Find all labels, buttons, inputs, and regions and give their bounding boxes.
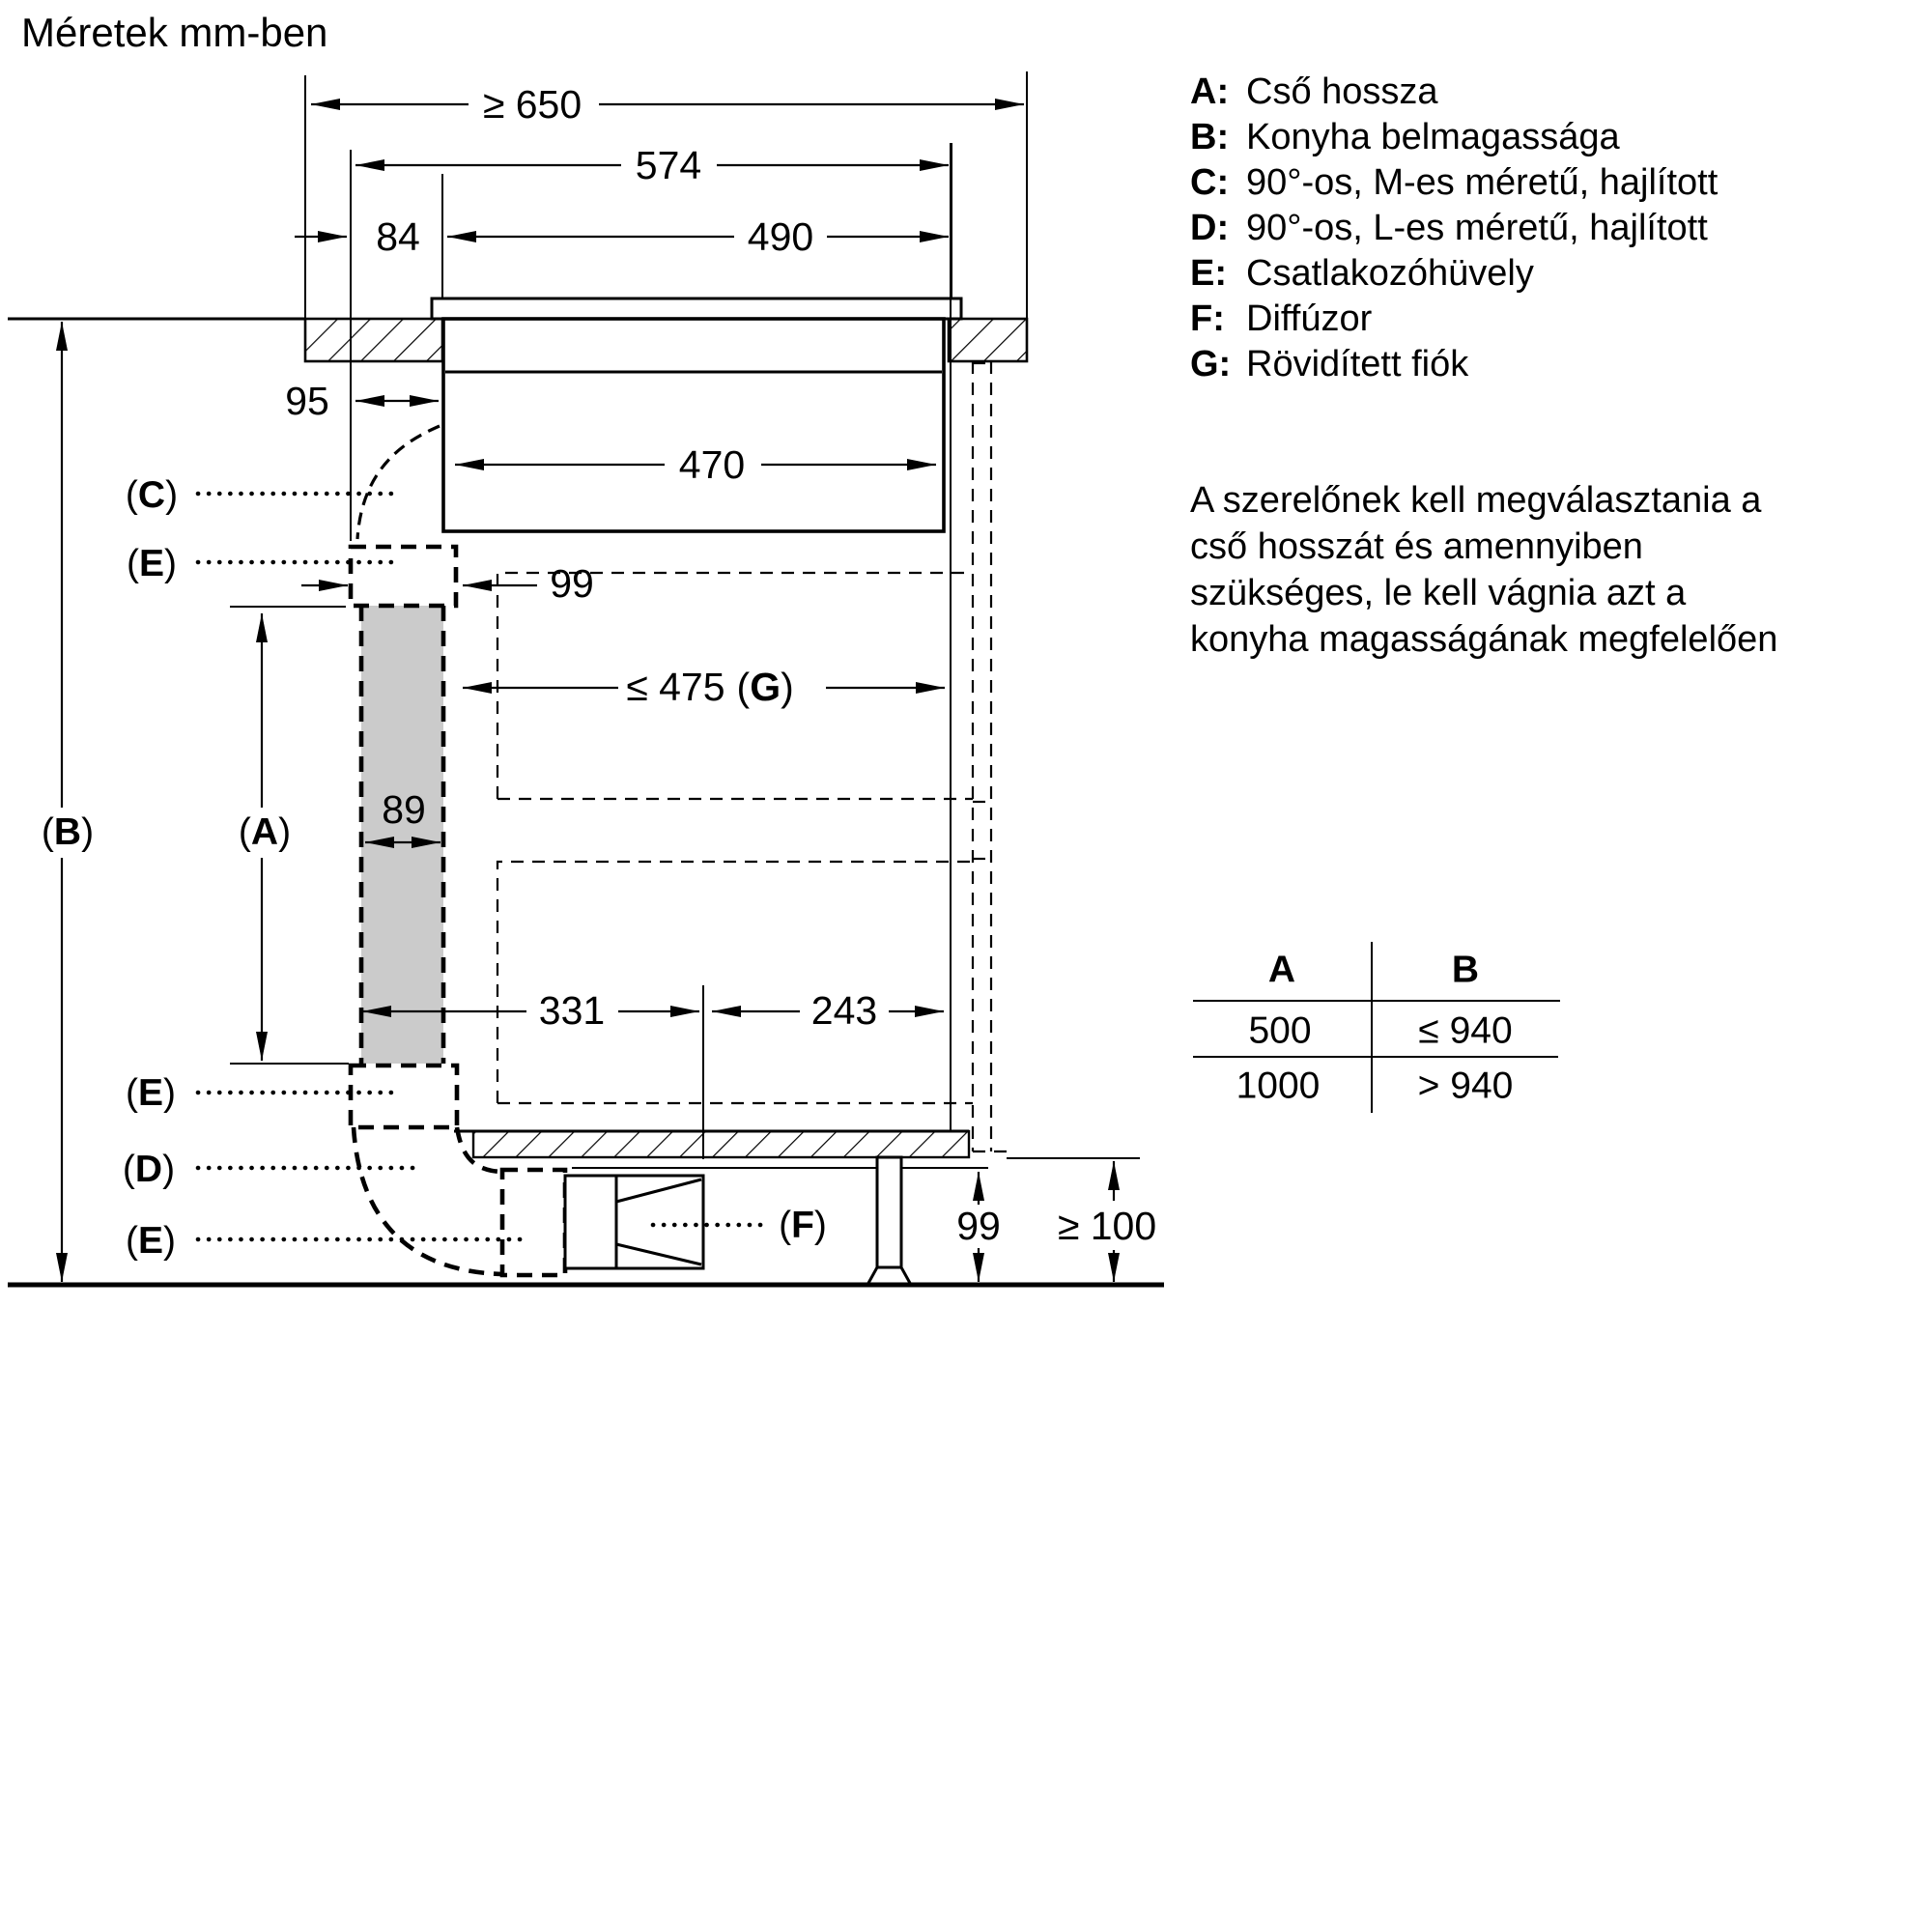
label-b: (B) — [41, 810, 95, 853]
dim-99-bottom — [956, 1172, 1001, 1282]
diffuser — [565, 1176, 703, 1268]
label-e-middle: (E) — [125, 1071, 177, 1114]
table-cell-b2: > 940 — [1417, 1065, 1514, 1107]
legend-item-c: C: 90°-os, M-es méretű, hajlított — [1190, 162, 1719, 203]
dim-100-text: ≥ 100 — [1057, 1204, 1157, 1248]
dim-95-text: 95 — [285, 379, 329, 423]
dim-574 — [355, 143, 949, 187]
dim-min-100 — [1058, 1161, 1156, 1282]
dim-min-width-650 — [311, 82, 1024, 127]
legend-item-g: G: Rövidített fiók — [1190, 344, 1469, 384]
worktop-right-section — [949, 319, 1027, 361]
label-c: (C) — [125, 473, 179, 516]
diagram-title: Méretek mm-ben — [21, 10, 328, 55]
legend-item-b: B: Konyha belmagassága — [1190, 117, 1620, 157]
dim-470-text: 470 — [678, 442, 746, 487]
dim-99-sleeve-text: 99 — [550, 561, 594, 606]
duct-fill — [361, 606, 443, 1064]
dim-574-text: 574 — [635, 143, 702, 187]
dim-A-duct-length — [239, 613, 291, 1061]
hob-body — [443, 319, 944, 531]
dim-89-text: 89 — [382, 787, 426, 832]
sleeve-bottom — [351, 1065, 457, 1127]
dim-331-text: 331 — [538, 988, 606, 1033]
vertical-duct — [361, 606, 443, 1064]
sleeve-horizontal — [502, 1170, 565, 1275]
dim-B-height — [42, 322, 94, 1282]
dim-84-text: 84 — [376, 214, 420, 259]
cabinet-bottom-panel — [454, 1131, 988, 1168]
table-header-a: A — [1267, 949, 1296, 991]
bend-c-m-size — [357, 426, 440, 539]
label-a: (A) — [238, 810, 292, 853]
dim-99-bottom-text: 99 — [956, 1204, 1001, 1248]
table-cell-a1: 500 — [1248, 1009, 1312, 1052]
legend-item-d: D: 90°-os, L-es méretű, hajlított — [1190, 208, 1708, 248]
installer-note — [1190, 480, 1777, 660]
table-header-b: B — [1451, 949, 1480, 991]
legend-item-f: F: Diffúzor — [1190, 298, 1373, 339]
worktop-left-section — [305, 319, 442, 361]
dim-95 — [285, 379, 439, 423]
dim-243 — [712, 988, 944, 1033]
dim-490-text: 490 — [747, 214, 814, 259]
dim-490 — [447, 214, 949, 259]
note-line-3: szükséges, le kell vágnia azt a — [1190, 573, 1687, 613]
dim-243-text: 243 — [810, 988, 878, 1033]
dim-650-text: ≥ 650 — [482, 82, 582, 127]
table-cell-a2: 1000 — [1236, 1065, 1321, 1107]
hob-unit — [432, 298, 961, 531]
table-cell-b1: ≤ 940 — [1418, 1009, 1513, 1052]
note-line-2: cső hosszát és amennyiben — [1190, 526, 1643, 567]
dim-475-text: ≤ 475 (G) — [626, 665, 794, 709]
dim-475-drawer — [463, 665, 945, 709]
legend-item-a: A: Cső hossza — [1190, 71, 1438, 112]
label-e-top: (E) — [126, 542, 178, 584]
label-d: (D) — [122, 1148, 176, 1190]
note-line-4: konyha magasságának megfelelően — [1190, 619, 1778, 660]
plinth-leg — [867, 1157, 911, 1285]
label-e-bottom: (E) — [125, 1219, 177, 1262]
dim-99-sleeve — [301, 561, 594, 606]
dim-84 — [295, 214, 420, 259]
ab-table — [1193, 942, 1560, 1113]
sleeve-top — [351, 547, 456, 606]
label-f: (F) — [779, 1204, 827, 1246]
note-line-1: A szerelőnek kell megválasztania a — [1190, 480, 1762, 521]
legend — [1190, 71, 1719, 384]
legend-item-e: E: Csatlakozóhüvely — [1190, 253, 1534, 294]
hob-glass-top — [432, 298, 961, 319]
